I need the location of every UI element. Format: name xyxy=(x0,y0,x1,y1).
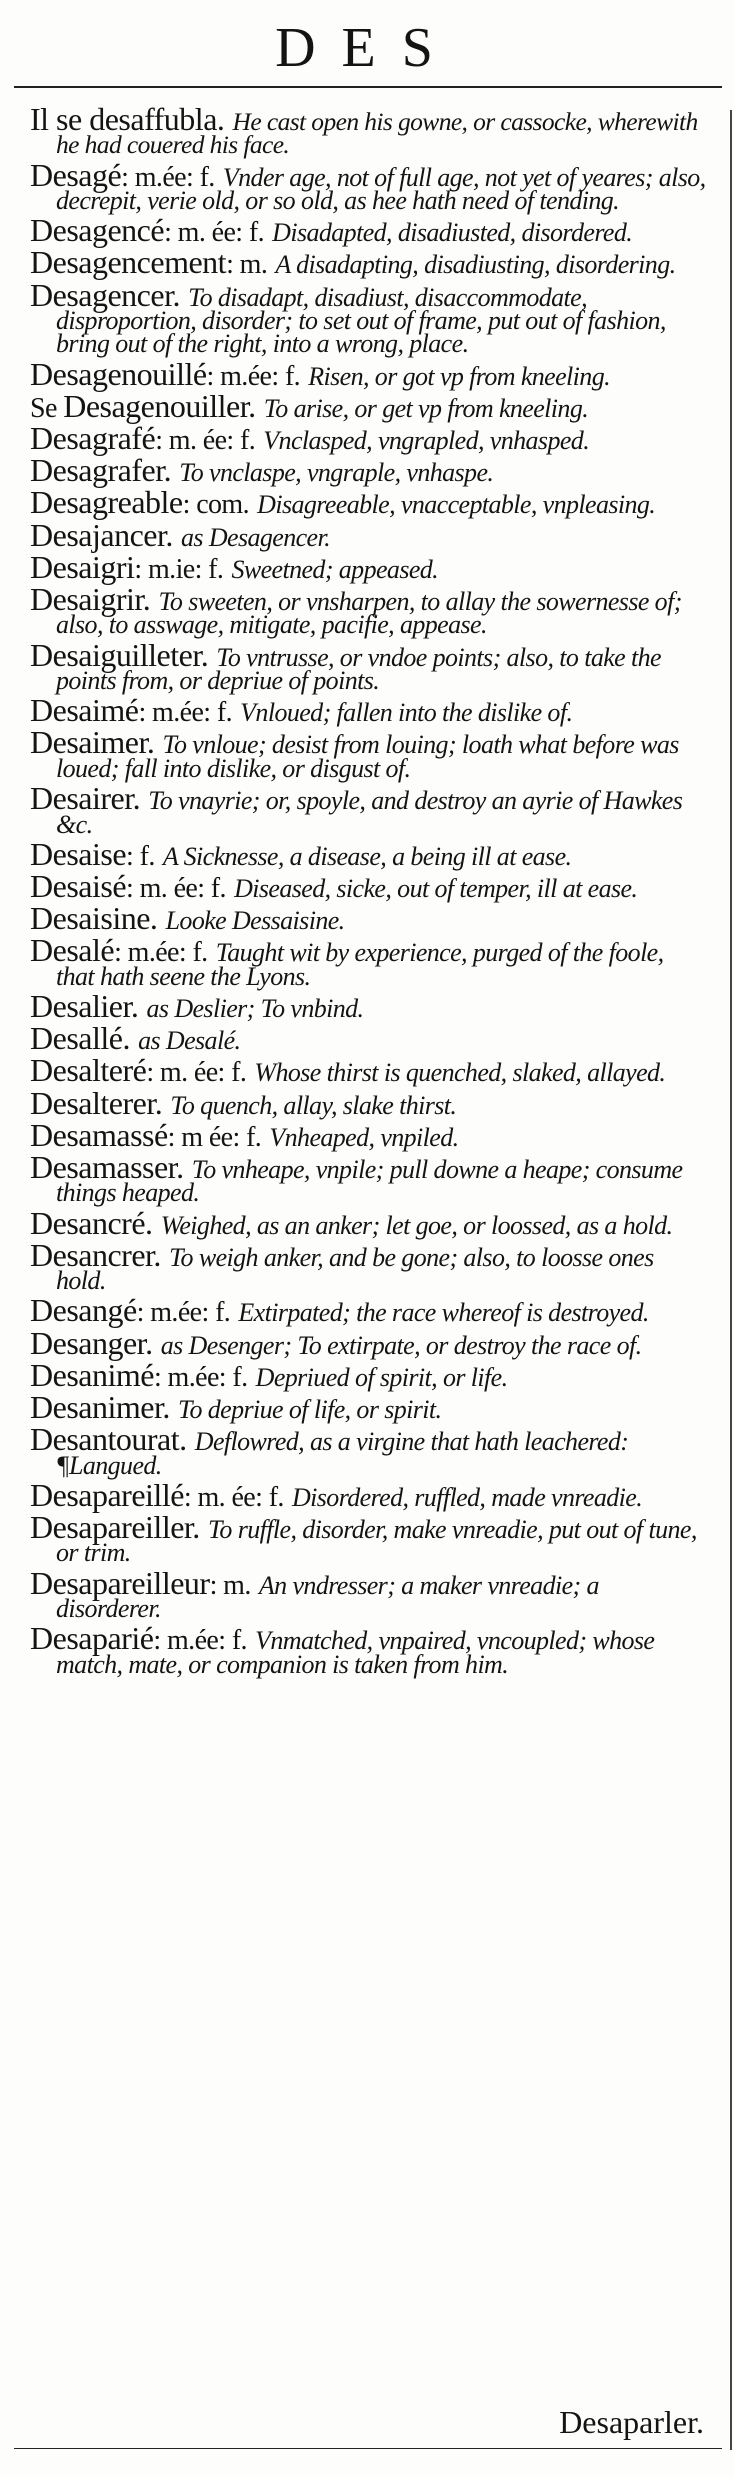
entry-headword: Desalé xyxy=(30,932,115,969)
entry-definition: Diseased, sicke, out of temper, ill at ease. xyxy=(234,873,638,903)
entry-grammar: : m. ée: f. xyxy=(146,1057,247,1089)
entry-list xyxy=(30,101,706,1683)
entry-headword: Desallé. xyxy=(30,1020,130,1057)
dictionary-entry xyxy=(30,1324,706,1361)
entry-grammar: : com. xyxy=(182,489,250,521)
column-rule xyxy=(730,110,732,2450)
dictionary-entry xyxy=(30,452,706,489)
entry-grammar: : m. ée: f. xyxy=(155,425,256,457)
entry-headword: Desagencer. xyxy=(30,276,180,313)
entry-headword: Desaisine. xyxy=(30,900,158,937)
entry-definition: Disordered, ruffled, made vnreadie. xyxy=(291,1482,643,1512)
dictionary-entry xyxy=(30,1148,706,1208)
dictionary-entry xyxy=(30,1564,706,1623)
entry-definition: A disadapting, disadiusting, disordering. xyxy=(275,250,676,280)
entry-grammar: : m.ée: f. xyxy=(153,1361,248,1393)
dictionary-entry xyxy=(30,692,706,729)
entry-definition: Looke Dessaisine. xyxy=(165,906,345,936)
entry-definition: as Desalé. xyxy=(138,1026,241,1056)
entry-grammar: : m. ée: f. xyxy=(164,217,264,249)
entry-headword: Desagencement xyxy=(30,244,227,281)
entry-headword: Desapareiller. xyxy=(30,1508,200,1545)
dictionary-entry xyxy=(30,156,706,216)
entry-definition: To quench, allay, slake thirst. xyxy=(170,1090,457,1120)
entry-headword: Desagreable xyxy=(30,484,183,521)
entry-definition: Vnder age, not of full age, not yet of yeares; also, decrepit, verie old, or so old, as hee hath need of tending. xyxy=(56,162,706,216)
dictionary-entry xyxy=(30,516,706,553)
entry-definition: To arise, or get vp from kneeling. xyxy=(263,393,589,423)
dictionary-entry xyxy=(30,1356,706,1393)
entry-headword: Desajancer. xyxy=(30,516,173,553)
entry-headword: Desagrafer. xyxy=(30,452,172,489)
entry-definition: Deflowred, as a virgine that hath leachered: ¶Langued. xyxy=(56,1427,629,1480)
entry-headword: Desanimé xyxy=(30,1356,154,1393)
dictionary-entry xyxy=(30,867,706,904)
entry-grammar: : m.ée: f. xyxy=(206,360,301,392)
entry-headword: Desapareilleur xyxy=(30,1564,210,1601)
dictionary-entry xyxy=(30,244,706,281)
dictionary-entry xyxy=(30,548,706,585)
header-rule xyxy=(14,86,722,88)
dictionary-entry xyxy=(30,387,706,424)
entry-grammar: : m. ée: f. xyxy=(126,872,226,904)
dictionary-entry xyxy=(30,276,706,359)
entry-definition: To depriue of life, or spirit. xyxy=(178,1394,442,1424)
dictionary-entry xyxy=(30,1236,706,1296)
dictionary-entry xyxy=(30,987,706,1024)
dictionary-entry xyxy=(30,636,706,696)
dictionary-entry xyxy=(30,1116,706,1153)
entry-grammar: : m ée: f. xyxy=(167,1121,262,1153)
entry-headword: Desalterer. xyxy=(30,1084,163,1121)
dictionary-entry xyxy=(30,900,706,937)
dictionary-entry xyxy=(30,484,706,521)
entry-definition: Risen, or got vp from kneeling. xyxy=(308,361,611,391)
entry-headword: Desanimer. xyxy=(30,1388,170,1425)
entry-headword: Desaigrir. xyxy=(30,581,151,618)
dictionary-entry xyxy=(30,835,706,872)
entry-definition: as Desagencer. xyxy=(181,522,331,552)
entry-definition: To vnheape, vnpile; pull downe a heape; consume things heaped. xyxy=(56,1154,683,1208)
entry-grammar: : m.ée: f. xyxy=(114,937,208,969)
dictionary-entry xyxy=(30,1292,706,1329)
dictionary-entry xyxy=(30,355,706,392)
entry-grammar: : m.ée: f. xyxy=(153,1625,247,1657)
entry-definition: To weigh anker, and be gone; also, to loosse ones hold. xyxy=(56,1242,654,1296)
dictionary-entry xyxy=(30,1388,706,1425)
dictionary-entry xyxy=(30,1084,706,1121)
entry-definition: Vnclasped, vngrapled, vnhasped. xyxy=(263,426,590,456)
entry-headword: Desagenouiller. xyxy=(63,387,256,424)
entry-headword: Desagé xyxy=(30,156,122,193)
entry-headword: Desaigri xyxy=(30,548,135,585)
dictionary-entry xyxy=(30,1620,706,1679)
entry-grammar: : m.ée: f. xyxy=(121,161,215,193)
dictionary-entry xyxy=(30,1204,706,1241)
entry-headword: Desamassé xyxy=(30,1116,168,1153)
entry-definition: Depriued of spirit, or life. xyxy=(255,1362,508,1392)
entry-definition: as Desenger; To extirpate, or destroy the race of. xyxy=(160,1330,642,1360)
footer-rule xyxy=(14,2448,722,2449)
entry-definition: To ruffle, disorder, make vnreadie, put out of tune, or trim. xyxy=(56,1514,697,1568)
dictionary-entry xyxy=(30,1476,706,1513)
dictionary-entry xyxy=(30,581,706,640)
running-head: DES xyxy=(275,17,459,79)
dictionary-entry xyxy=(30,1508,706,1568)
entry-headword: Desaimer. xyxy=(30,724,155,761)
dictionary-entry xyxy=(30,1421,706,1480)
entry-definition: To vnloue; desist from louing; loath what before was loued; fall into dislike, or disgust of. xyxy=(56,730,679,783)
entry-definition: Vnheaped, vnpiled. xyxy=(269,1122,459,1152)
entry-definition: To vntrusse, or vndoe points; also, to take the points from, or depriue of points. xyxy=(56,642,661,696)
dictionary-entry xyxy=(30,724,706,783)
entry-grammar: : m. xyxy=(226,249,268,281)
entry-definition: Vnmatched, vnpaired, vncoupled; whose match, mate, or companion is taken from him. xyxy=(56,1626,655,1679)
entry-definition: He cast open his gowne, or cassocke, wherewith he had couered his face. xyxy=(56,107,698,160)
entry-headword: Desaiguilleter. xyxy=(30,636,209,673)
entry-definition: To vnclaspe, vngraple, vnhaspe. xyxy=(179,458,494,488)
dictionary-entry xyxy=(30,420,706,457)
entry-headword: Desairer. xyxy=(30,780,141,817)
entry-definition: Vnloued; fallen into the dislike of. xyxy=(240,698,573,728)
entry-headword: Desapareillé xyxy=(30,1476,184,1513)
entry-headword: Desalier. xyxy=(30,987,139,1024)
dictionary-entry xyxy=(30,212,706,249)
entry-definition: Disadapted, disadiusted, disordered. xyxy=(272,218,633,248)
entry-definition: Weighed, as an anker; let goe, or loossed, as a hold. xyxy=(160,1210,673,1240)
entry-grammar: : f. xyxy=(126,840,155,872)
entry-definition: Sweetned; appeased. xyxy=(231,554,439,584)
entry-headword: Desanger. xyxy=(30,1324,153,1361)
entry-headword: Desaimé xyxy=(30,692,139,729)
entry-grammar: : m.ie: f. xyxy=(134,553,224,585)
entry-prefix: Se xyxy=(30,392,64,424)
dictionary-entry xyxy=(30,932,706,991)
entry-definition: A Sicknesse, a disease, a being ill at ease. xyxy=(162,841,572,871)
entry-headword: Desaisé xyxy=(30,867,127,904)
dictionary-entry xyxy=(30,101,706,160)
dictionary-entry xyxy=(30,780,706,839)
catchword: Desaparler. xyxy=(559,2404,704,2440)
entry-definition: Taught wit by experience, purged of the foole, that hath seene the Lyons. xyxy=(56,938,664,991)
entry-headword: Desagrafé xyxy=(30,420,156,457)
entry-definition: Disagreeable, vnacceptable, vnpleasing. xyxy=(257,490,656,520)
entry-definition: To vnayrie; or, spoyle, and destroy an ayrie of Hawkes &c. xyxy=(56,786,683,839)
entry-headword: Desagenouillé xyxy=(30,355,207,392)
entry-definition: as Deslier; To vnbind. xyxy=(146,993,364,1023)
entry-headword: Desagencé xyxy=(30,212,165,249)
entry-definition: To disadapt, disadiust, disaccommodate, disproportion, disorder; to set out of frame, put out of fashion, bring out of the right, into a wrong, place. xyxy=(56,282,666,359)
entry-grammar: : m.ée: f. xyxy=(138,697,232,729)
entry-definition: An vndresser; a maker vnreadie; a disorderer. xyxy=(56,1570,599,1623)
entry-headword: Desancrer. xyxy=(30,1236,161,1273)
entry-definition: To sweeten, or vnsharpen, to allay the sowernesse of; also, to asswage, mitigate, pacifie, appease. xyxy=(56,587,682,640)
entry-grammar: : m. ée: f. xyxy=(183,1481,284,1513)
dictionary-entry xyxy=(30,1020,706,1057)
entry-headword: Desamasser. xyxy=(30,1148,184,1185)
entry-headword: Desantourat. xyxy=(30,1421,187,1458)
entry-headword: Il se desaffubla. xyxy=(30,101,225,137)
entry-headword: Desalteré xyxy=(30,1052,147,1089)
entry-definition: Extirpated; the race whereof is destroyed. xyxy=(238,1298,649,1328)
entry-definition: Whose thirst is quenched, slaked, allayed. xyxy=(254,1058,666,1088)
dictionary-entry xyxy=(30,1052,706,1089)
entry-headword: Desancré. xyxy=(30,1204,153,1241)
entry-grammar: : m.ée: f. xyxy=(136,1297,231,1329)
entry-headword: Desaise xyxy=(30,835,127,872)
entry-grammar: : m. xyxy=(209,1569,251,1601)
entry-headword: Desangé xyxy=(30,1292,137,1329)
entry-headword: Desaparié xyxy=(30,1620,154,1657)
